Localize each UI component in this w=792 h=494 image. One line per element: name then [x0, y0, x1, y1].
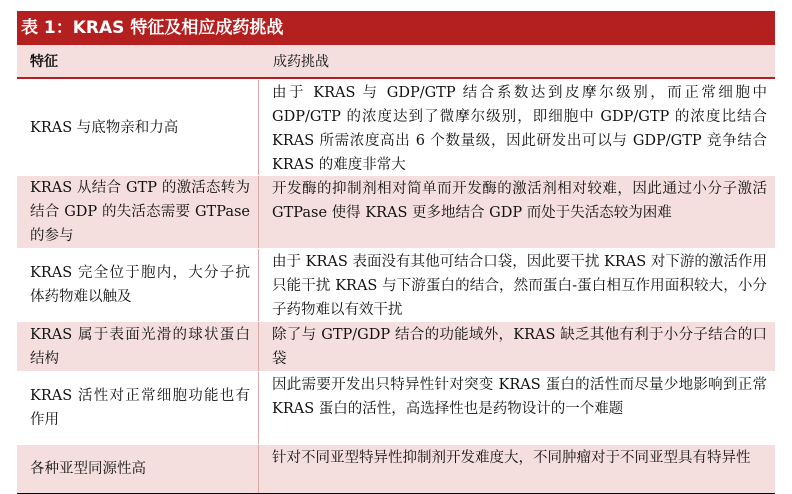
table-row	[17, 175, 775, 248]
feature-text: 各种亚型同源性高	[30, 461, 146, 477]
challenge-cell	[259, 249, 775, 321]
feature-cell	[17, 445, 259, 493]
feature-cell	[17, 176, 259, 248]
challenge-text: 除了与 GTP/GDP 结合的功能域外，KRAS 缺乏其他有利于小分子结合的口袋	[272, 327, 767, 367]
feature-text: KRAS 从结合 GTP 的激活态转为结合 GDP 的失活态需要 GTPase 的参与	[30, 180, 250, 244]
table-title: 表 1：KRAS 特征及相应成药挑战	[17, 11, 775, 45]
challenge-cell	[259, 445, 775, 493]
feature-text: KRAS 完全位于胞内，大分子抗体药物难以触及	[30, 265, 250, 305]
kras-table	[17, 45, 775, 494]
challenge-cell	[259, 80, 775, 175]
table-row	[17, 321, 775, 371]
challenge-cell	[259, 372, 775, 444]
header-feature: 特征	[30, 54, 58, 70]
challenge-text: 由于 KRAS 与 GDP/GTP 结合系数达到皮摩尔级别，而正常细胞中 GDP/GTP 的浓度达到了微摩尔级别，即细胞中 GDP/GTP 的浓度比结合 KRAS 所需浓度高出 6 个数量级，因此研发出可以与 GDP/GTP 竞争结合 KRAS 的难度非常大	[272, 85, 767, 173]
challenge-text: 针对不同亚型特异性抑制剂开发难度大，不同肿瘤对于不同亚型具有特异性	[272, 450, 751, 466]
table-row	[17, 444, 775, 493]
table-row	[17, 248, 775, 321]
table-header-row	[17, 45, 775, 79]
feature-text: KRAS 活性对正常细胞功能也有作用	[30, 388, 250, 428]
challenge-cell	[259, 322, 775, 371]
feature-text: KRAS 属于表面光滑的球状蛋白结构	[30, 326, 250, 367]
feature-cell	[17, 322, 259, 371]
table-row	[17, 79, 775, 175]
challenge-text: 由于 KRAS 表面没有其他可结合口袋，因此要干扰 KRAS 对下游的激活作用只能干扰 KRAS 与下游蛋白的结合，然而蛋白-蛋白相互作用面积较大，小分子药物难以有效干扰	[272, 254, 767, 318]
challenge-cell	[259, 176, 775, 248]
challenge-text: 开发酶的抑制剂相对简单而开发酶的激活剂相对较难，因此通过小分子激活 GTPase 使得 KRAS 更多地结合 GDP 而处于失活态较为困难	[272, 181, 767, 221]
feature-text: KRAS 与底物亲和力高	[30, 119, 179, 136]
table-row	[17, 371, 775, 444]
header-challenge: 成药挑战	[273, 54, 329, 70]
challenge-text: 因此需要开发出只特异性针对突变 KRAS 蛋白的活性而尽量少地影响到正常 KRAS 蛋白的活性，高选择性也是药物设计的一个难题	[272, 377, 767, 417]
feature-cell	[17, 249, 259, 321]
feature-cell	[17, 80, 259, 175]
feature-cell	[17, 372, 259, 444]
